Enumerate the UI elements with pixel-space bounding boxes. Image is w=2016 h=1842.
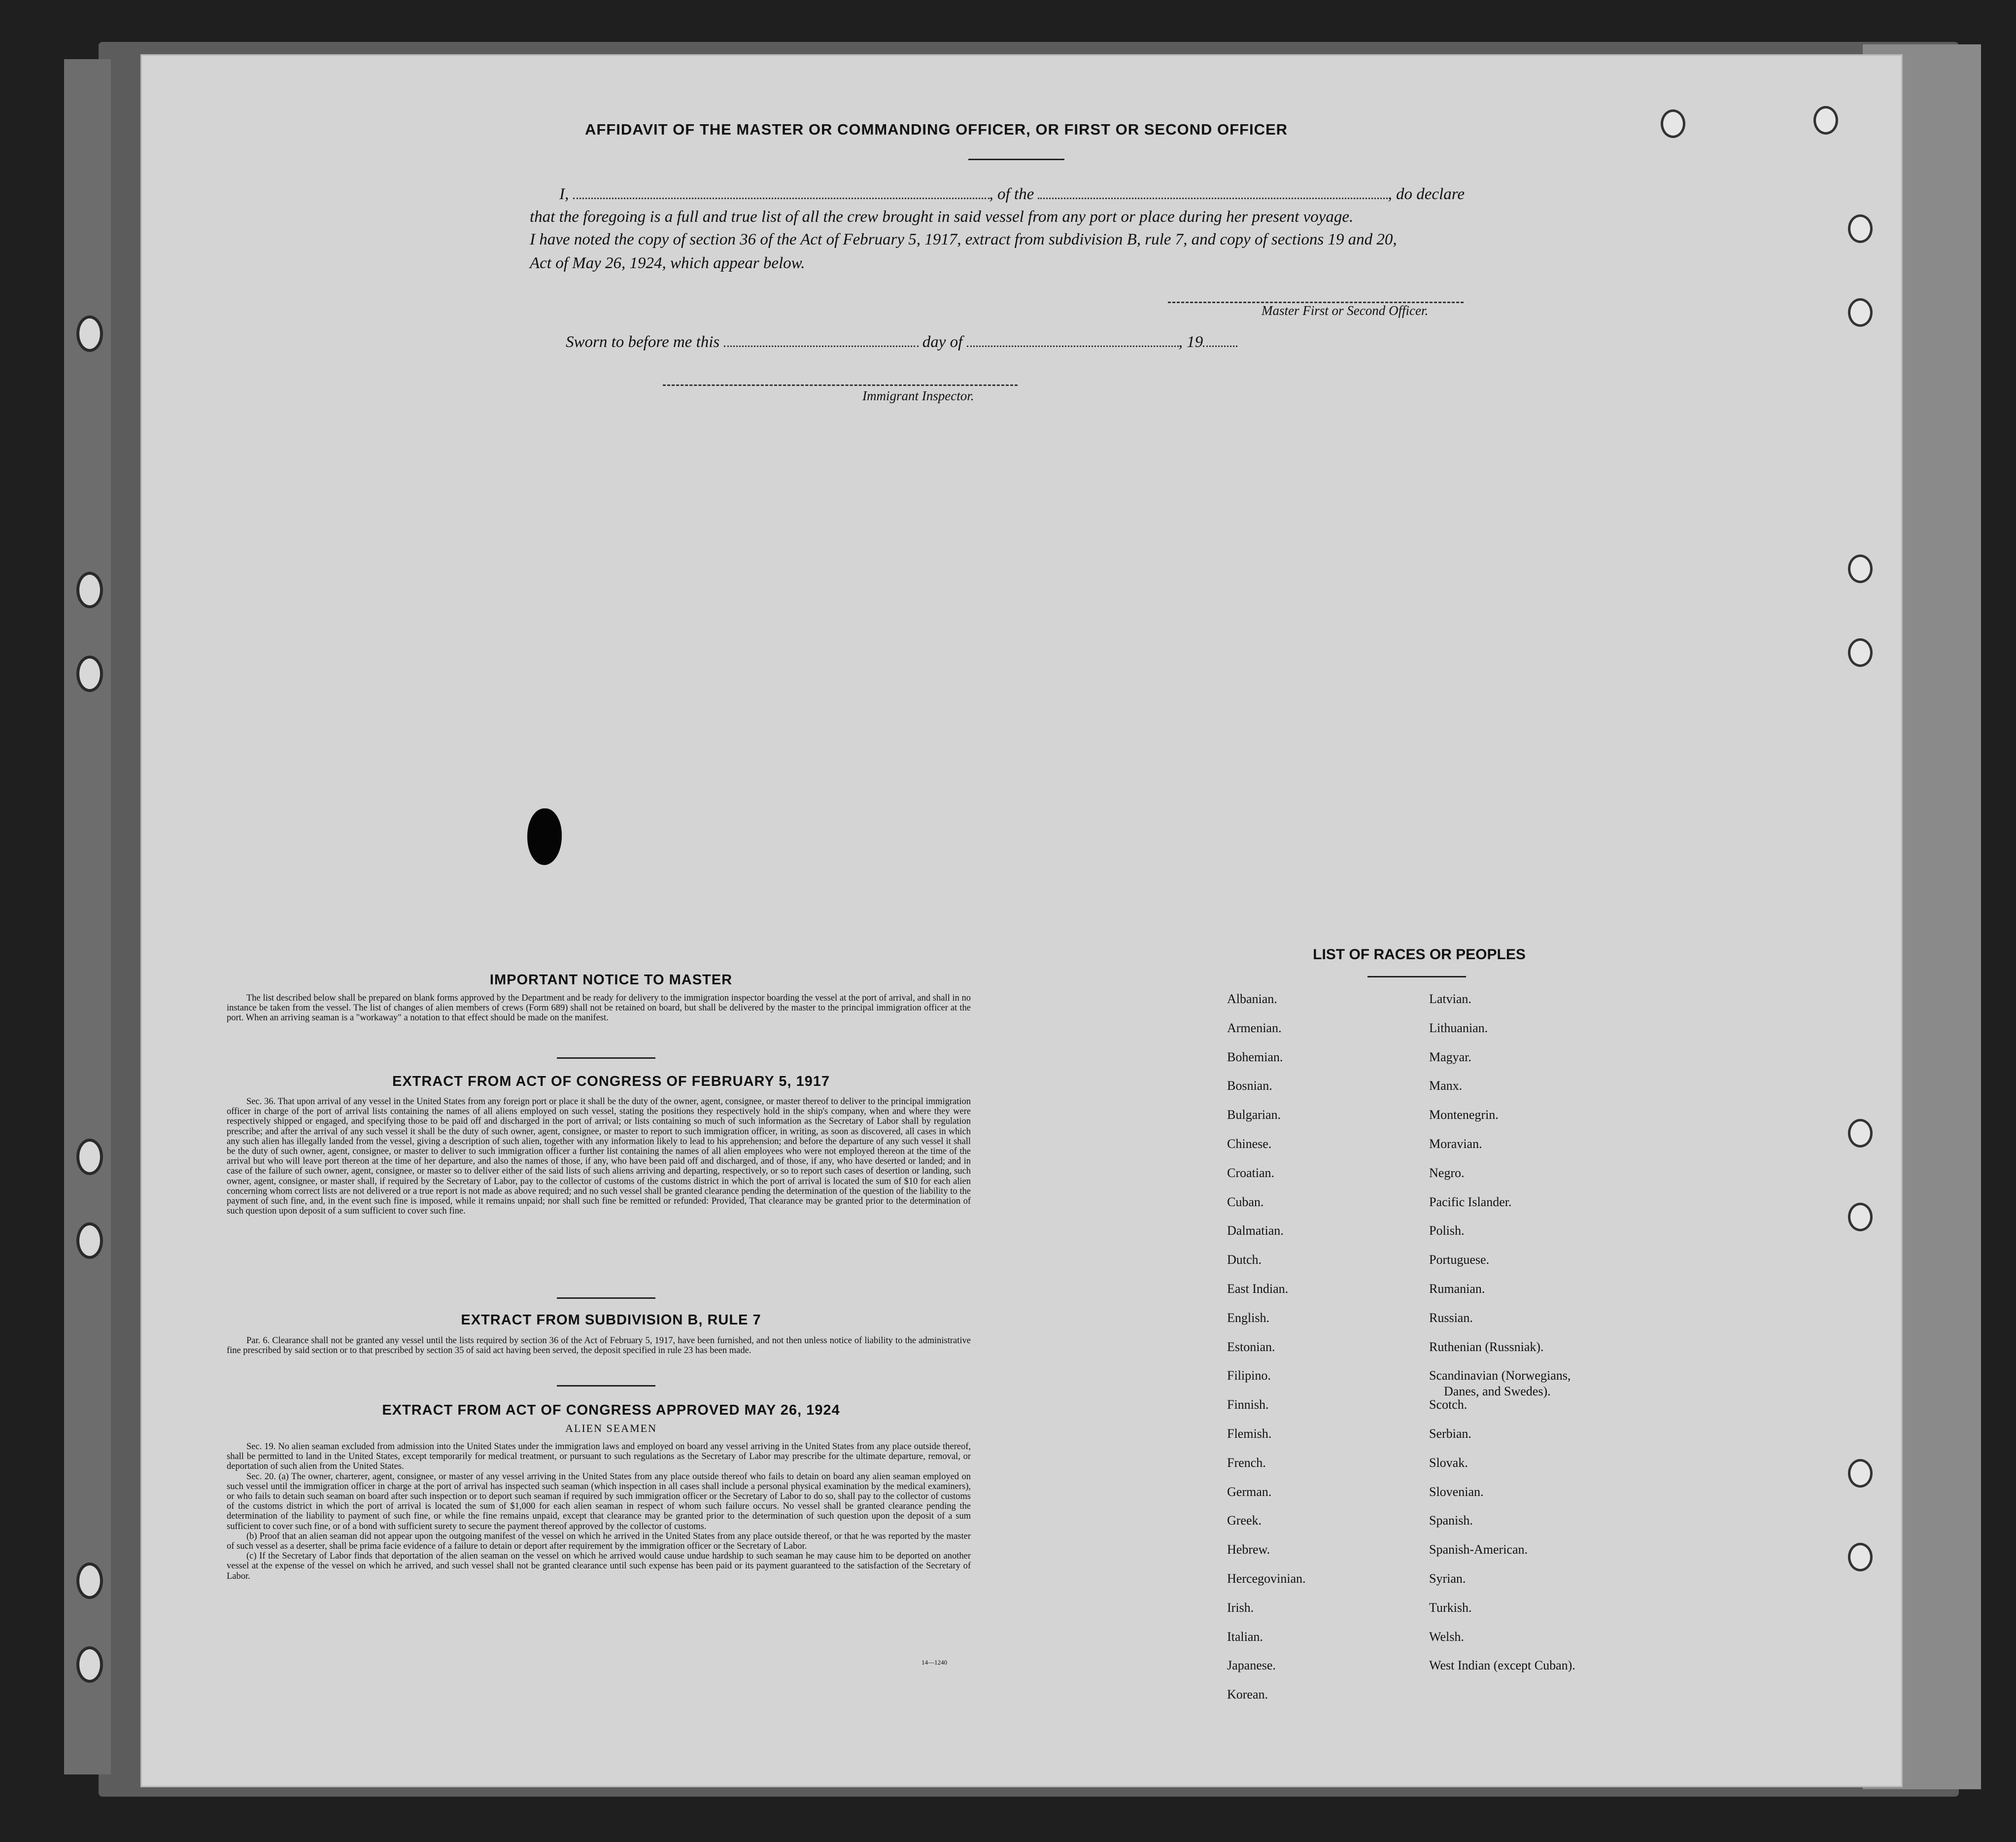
section-divider bbox=[557, 1385, 655, 1387]
race-item: Flemish. bbox=[1227, 1426, 1272, 1441]
race-item: Greek. bbox=[1227, 1513, 1262, 1528]
race-item: Rumanian. bbox=[1429, 1282, 1485, 1296]
affidavit-i: I, bbox=[559, 185, 569, 203]
binding-rivet-icon bbox=[76, 1563, 103, 1599]
alien-seamen-subtitle: ALIEN SEAMEN bbox=[565, 1422, 657, 1434]
punch-hole-icon bbox=[1848, 555, 1873, 583]
punch-hole-icon bbox=[1848, 638, 1873, 667]
sworn-line bbox=[566, 331, 1354, 353]
race-item: Filipino. bbox=[1227, 1368, 1271, 1383]
race-item: Dalmatian. bbox=[1227, 1223, 1284, 1238]
race-item: East Indian. bbox=[1227, 1282, 1289, 1296]
race-item: German. bbox=[1227, 1484, 1272, 1499]
punch-hole-icon bbox=[1848, 214, 1873, 243]
race-item: Danes, and Swedes). bbox=[1444, 1384, 1551, 1399]
race-item: Manx. bbox=[1429, 1078, 1463, 1093]
section-divider bbox=[557, 1057, 655, 1059]
race-item: Korean. bbox=[1227, 1687, 1268, 1702]
race-item: Slovak. bbox=[1429, 1455, 1468, 1470]
affidavit-title: AFFIDAVIT OF THE MASTER OR COMMANDING OFFICER, OR FIRST OR SECOND OFFICER bbox=[584, 121, 1288, 138]
affidavit-of-the: , of the bbox=[989, 185, 1034, 203]
affidavit-declare: , do declare bbox=[1388, 185, 1465, 203]
extract-1924-text bbox=[227, 1442, 971, 1581]
punch-hole-icon bbox=[1813, 106, 1838, 135]
race-item: Slovenian. bbox=[1429, 1484, 1484, 1499]
race-item: Syrian. bbox=[1429, 1571, 1466, 1586]
race-item: Ruthenian (Russniak). bbox=[1429, 1339, 1544, 1354]
sec-36-paragraph: Sec. 36. That upon arrival of any vessel in the United States from any foreign port or place it shall be the duty of the owner, agent, consignee, or master thereof to deliver to the principal immigration officer in charge of the port of arrival lists containing the names of all aliens employed on such vessel, stating the positions they respectively hold in the ship's company, when and where they were respectively shipped or engaged, and specifying those to be paid off and discharged in the port of arrival; or lists containing so much of such information as the Secretary of Labor shall by regulation prescribe; and after the arrival of any such vessel it shall be the duty of such owner, agent, consignee, or master to report to such immigration officer, in writing, as soon as discovered, all cases in which any such alien has illegally landed from the vessel, giving a description of such alien, together with any information likely to lead to his apprehension; and before the departure of any such vessel it shall be the duty of such owner, agent, consignee, or master to deliver to such immigration officer a further list containing the names of all alien employees who were not employed thereon at the time of the arrival but who will leave port thereon at the time of her departure, and also the names of those, if any, who have been paid off and discharged, and of those, if any, who have deserted or landed; and in case of the failure of such owner, agent, consignee, or master so to deliver either of the said lists of such aliens arriving and departing, respectively, or so to report such cases of desertion or landing, such owner, agent, consignee, or master shall, if required by the Secretary of Labor, pay to the collector of customs of the customs district in which the port of arrival is located the sum of $10 for each alien concerning whom correct lists are not delivered or a true report is not made as above required; and no such vessel shall be granted clearance pending the determination of the question of the liability to the payment of such fine, and, in the event such fine is imposed, while it remains unpaid; nor shall such fine be remitted or refunded: Provided, That clearance may be granted prior to the determination of such question upon deposit of a sum sufficient to cover such fine. bbox=[227, 1097, 971, 1216]
race-item: Estonian. bbox=[1227, 1339, 1275, 1354]
title-divider bbox=[968, 159, 1064, 160]
notice-text bbox=[227, 993, 971, 1023]
race-item: Finnish. bbox=[1227, 1397, 1269, 1412]
rule-7-title: EXTRACT FROM SUBDIVISION B, RULE 7 bbox=[461, 1312, 761, 1328]
race-item: Negro. bbox=[1429, 1165, 1465, 1180]
extract-1917-title: EXTRACT FROM ACT OF CONGRESS OF FEBRUARY 5, 1917 bbox=[392, 1074, 830, 1089]
punch-hole-icon bbox=[1848, 1119, 1873, 1147]
notice-paragraph: The list described below shall be prepared on blank forms approved by the Department and be ready for delivery to the immigration inspector boarding the vessel at the port of arrival, and shall in no instance be taken from the vessel. The list of changes of alien members of crews (Form 689) shall not be retained on board, but shall be delivered by the master to the principal immigration officer at the port. When an arriving seaman is a "workaway" a notation to that effect should be made on the manifest. bbox=[227, 993, 971, 1023]
punch-hole-icon bbox=[1848, 1203, 1873, 1231]
extract-1924-title: EXTRACT FROM ACT OF CONGRESS APPROVED MAY 26, 1924 bbox=[382, 1402, 840, 1418]
binding-rivet-icon bbox=[76, 572, 103, 608]
race-item: West Indian (except Cuban). bbox=[1429, 1658, 1575, 1673]
inspector-signature-line bbox=[663, 384, 1018, 386]
race-item: Cuban. bbox=[1227, 1194, 1264, 1209]
master-signature-label: Master First or Second Officer. bbox=[1262, 303, 1429, 318]
race-item: Bohemian. bbox=[1227, 1049, 1283, 1064]
punch-hole-icon bbox=[1848, 1543, 1873, 1571]
race-item: Hercegovinian. bbox=[1227, 1571, 1306, 1586]
race-item: Polish. bbox=[1429, 1223, 1465, 1238]
inspector-signature-label: Immigrant Inspector. bbox=[862, 388, 974, 403]
day-of-label: day of bbox=[922, 333, 963, 351]
vessel-blank bbox=[1038, 185, 1388, 199]
race-item: Armenian. bbox=[1227, 1020, 1282, 1035]
form-number: 14—1240 bbox=[922, 1659, 947, 1666]
binding-rivet-icon bbox=[76, 315, 103, 352]
race-item: French. bbox=[1227, 1455, 1266, 1470]
race-item: Turkish. bbox=[1429, 1600, 1472, 1615]
ink-blot bbox=[527, 808, 562, 865]
race-item: Serbian. bbox=[1429, 1426, 1471, 1441]
race-item: Italian. bbox=[1227, 1629, 1263, 1644]
race-item: Welsh. bbox=[1429, 1629, 1464, 1644]
par-6-paragraph: Par. 6. Clearance shall not be granted any vessel until the lists required by section 36 of the Act of February 5, 1917, have been furnished, and not then unless notice of liability to the administrative fine prescribed by said section or to that prescribed by section 35 of said act having been served, the deposit specified in rule 23 has been made. bbox=[227, 1336, 971, 1356]
race-item: Hebrew. bbox=[1227, 1542, 1270, 1557]
race-item: Magyar. bbox=[1429, 1049, 1471, 1064]
race-item: Scotch. bbox=[1429, 1397, 1468, 1412]
race-item: Spanish. bbox=[1429, 1513, 1473, 1528]
race-item: Moravian. bbox=[1429, 1137, 1482, 1151]
race-item: Russian. bbox=[1429, 1310, 1473, 1325]
rule-7-text bbox=[227, 1336, 971, 1355]
affidavit-line-4: Act of May 26, 1924, which appear below. bbox=[530, 254, 805, 272]
binding-rivet-icon bbox=[76, 1222, 103, 1259]
sec-20c-paragraph: (c) If the Secretary of Labor finds that deportation of the alien seaman on the vessel on which he arrived would cause undue hardship to such seaman he may cause him to be deported on another vessel at the expense of the vessel on which he arrived, and such vessel shall not be granted clearance until such expense has been paid or its payment guaranteed to the satisfaction of the Secretary of Labor. bbox=[227, 1551, 971, 1581]
race-item: Chinese. bbox=[1227, 1137, 1272, 1151]
name-blank bbox=[573, 185, 990, 199]
sec-20b-paragraph: (b) Proof that an alien seaman did not appear upon the outgoing manifest of the vessel on which he arrived in the United States from any place outside thereof, or that he was reported by the master of such vessel as a deserter, shall be prima facie evidence of a failure to detain or deport after requirement by the immigration officer or the Secretary of Labor. bbox=[227, 1531, 971, 1552]
race-item: Lithuanian. bbox=[1429, 1020, 1488, 1035]
punch-hole-icon bbox=[1848, 298, 1873, 327]
punch-hole-icon bbox=[1661, 109, 1685, 138]
race-item: Montenegrin. bbox=[1429, 1108, 1499, 1122]
race-item: Dutch. bbox=[1227, 1252, 1262, 1267]
sworn-day-blank bbox=[724, 333, 919, 347]
race-item: Japanese. bbox=[1227, 1658, 1276, 1673]
race-item: Portuguese. bbox=[1429, 1252, 1490, 1267]
punch-hole-icon bbox=[1848, 1459, 1873, 1488]
sec-19-paragraph: Sec. 19. No alien seaman excluded from admission into the United States under the immigration laws and employed on board any vessel arriving in the United States from any place outside thereof, shall be permitted to land in the United States, except temporarily for medical treatment, or pursuant to such regulations as the Secretary of Labor may prescribe for the ultimate departure, removal, or deportation of such alien from the United States. bbox=[227, 1442, 971, 1472]
races-divider bbox=[1367, 976, 1466, 977]
race-item: Bulgarian. bbox=[1227, 1108, 1281, 1122]
affidavit-line-1 bbox=[530, 183, 1515, 205]
extract-1917-text bbox=[227, 1097, 971, 1216]
binding-rivet-icon bbox=[76, 656, 103, 692]
sec-20a-paragraph: Sec. 20. (a) The owner, charterer, agent, consignee, or master of any vessel arriving in the United States from any place outside thereof who fails to detain on board any alien seaman employed on such vessel until the immigration officer in charge at the port of arrival has inspected such seaman (which inspection in all cases shall include a personal physical examination by the medical examiners), or who fails to detain such seaman on board after such inspection or to deport such seaman if required by such immigration officer or the Secretary of Labor to do so, shall pay to the collector of customs of the customs district in which the port of arrival is located the sum of $1,000 for each alien seaman in respect of whom such failure occurs. No vessel shall be granted clearance pending the determination of the liability to payment of such fine, or while the fine remains unpaid, except that clearance may be granted prior to the determination of such question upon the deposit of a sum sufficient to cover such fine, or of a bond with sufficient surety to secure the payment thereof approved by the collector of customs. bbox=[227, 1471, 971, 1531]
sworn-before-label: Sworn to before me this bbox=[566, 333, 720, 351]
race-item: Spanish-American. bbox=[1429, 1542, 1528, 1557]
races-title: LIST OF RACES OR PEOPLES bbox=[1313, 946, 1526, 963]
sworn-month-blank bbox=[967, 333, 1179, 347]
race-item: Irish. bbox=[1227, 1600, 1254, 1615]
binding-rivet-icon bbox=[76, 1139, 103, 1175]
race-item: Latvian. bbox=[1429, 992, 1471, 1006]
race-item: Pacific Islander. bbox=[1429, 1194, 1512, 1209]
race-item: Bosnian. bbox=[1227, 1078, 1272, 1093]
race-item: Scandinavian (Norwegians, bbox=[1429, 1368, 1571, 1383]
affidavit-line-3: I have noted the copy of section 36 of the Act of February 5, 1917, extract from subdivision B, rule 7, and copy of sections 19 and 20, bbox=[530, 231, 1397, 248]
race-item: English. bbox=[1227, 1310, 1269, 1325]
race-item: Albanian. bbox=[1227, 992, 1277, 1006]
notice-title: IMPORTANT NOTICE TO MASTER bbox=[489, 972, 733, 988]
year-blank bbox=[1203, 333, 1237, 347]
year-prefix: , 19 bbox=[1178, 333, 1203, 351]
section-divider bbox=[557, 1297, 655, 1299]
binding-rivet-icon bbox=[76, 1646, 103, 1683]
race-item: Croatian. bbox=[1227, 1165, 1275, 1180]
affidavit-line-2: that the foregoing is a full and true list of all the crew brought in said vessel from any port or place during her present voyage. bbox=[530, 208, 1354, 226]
